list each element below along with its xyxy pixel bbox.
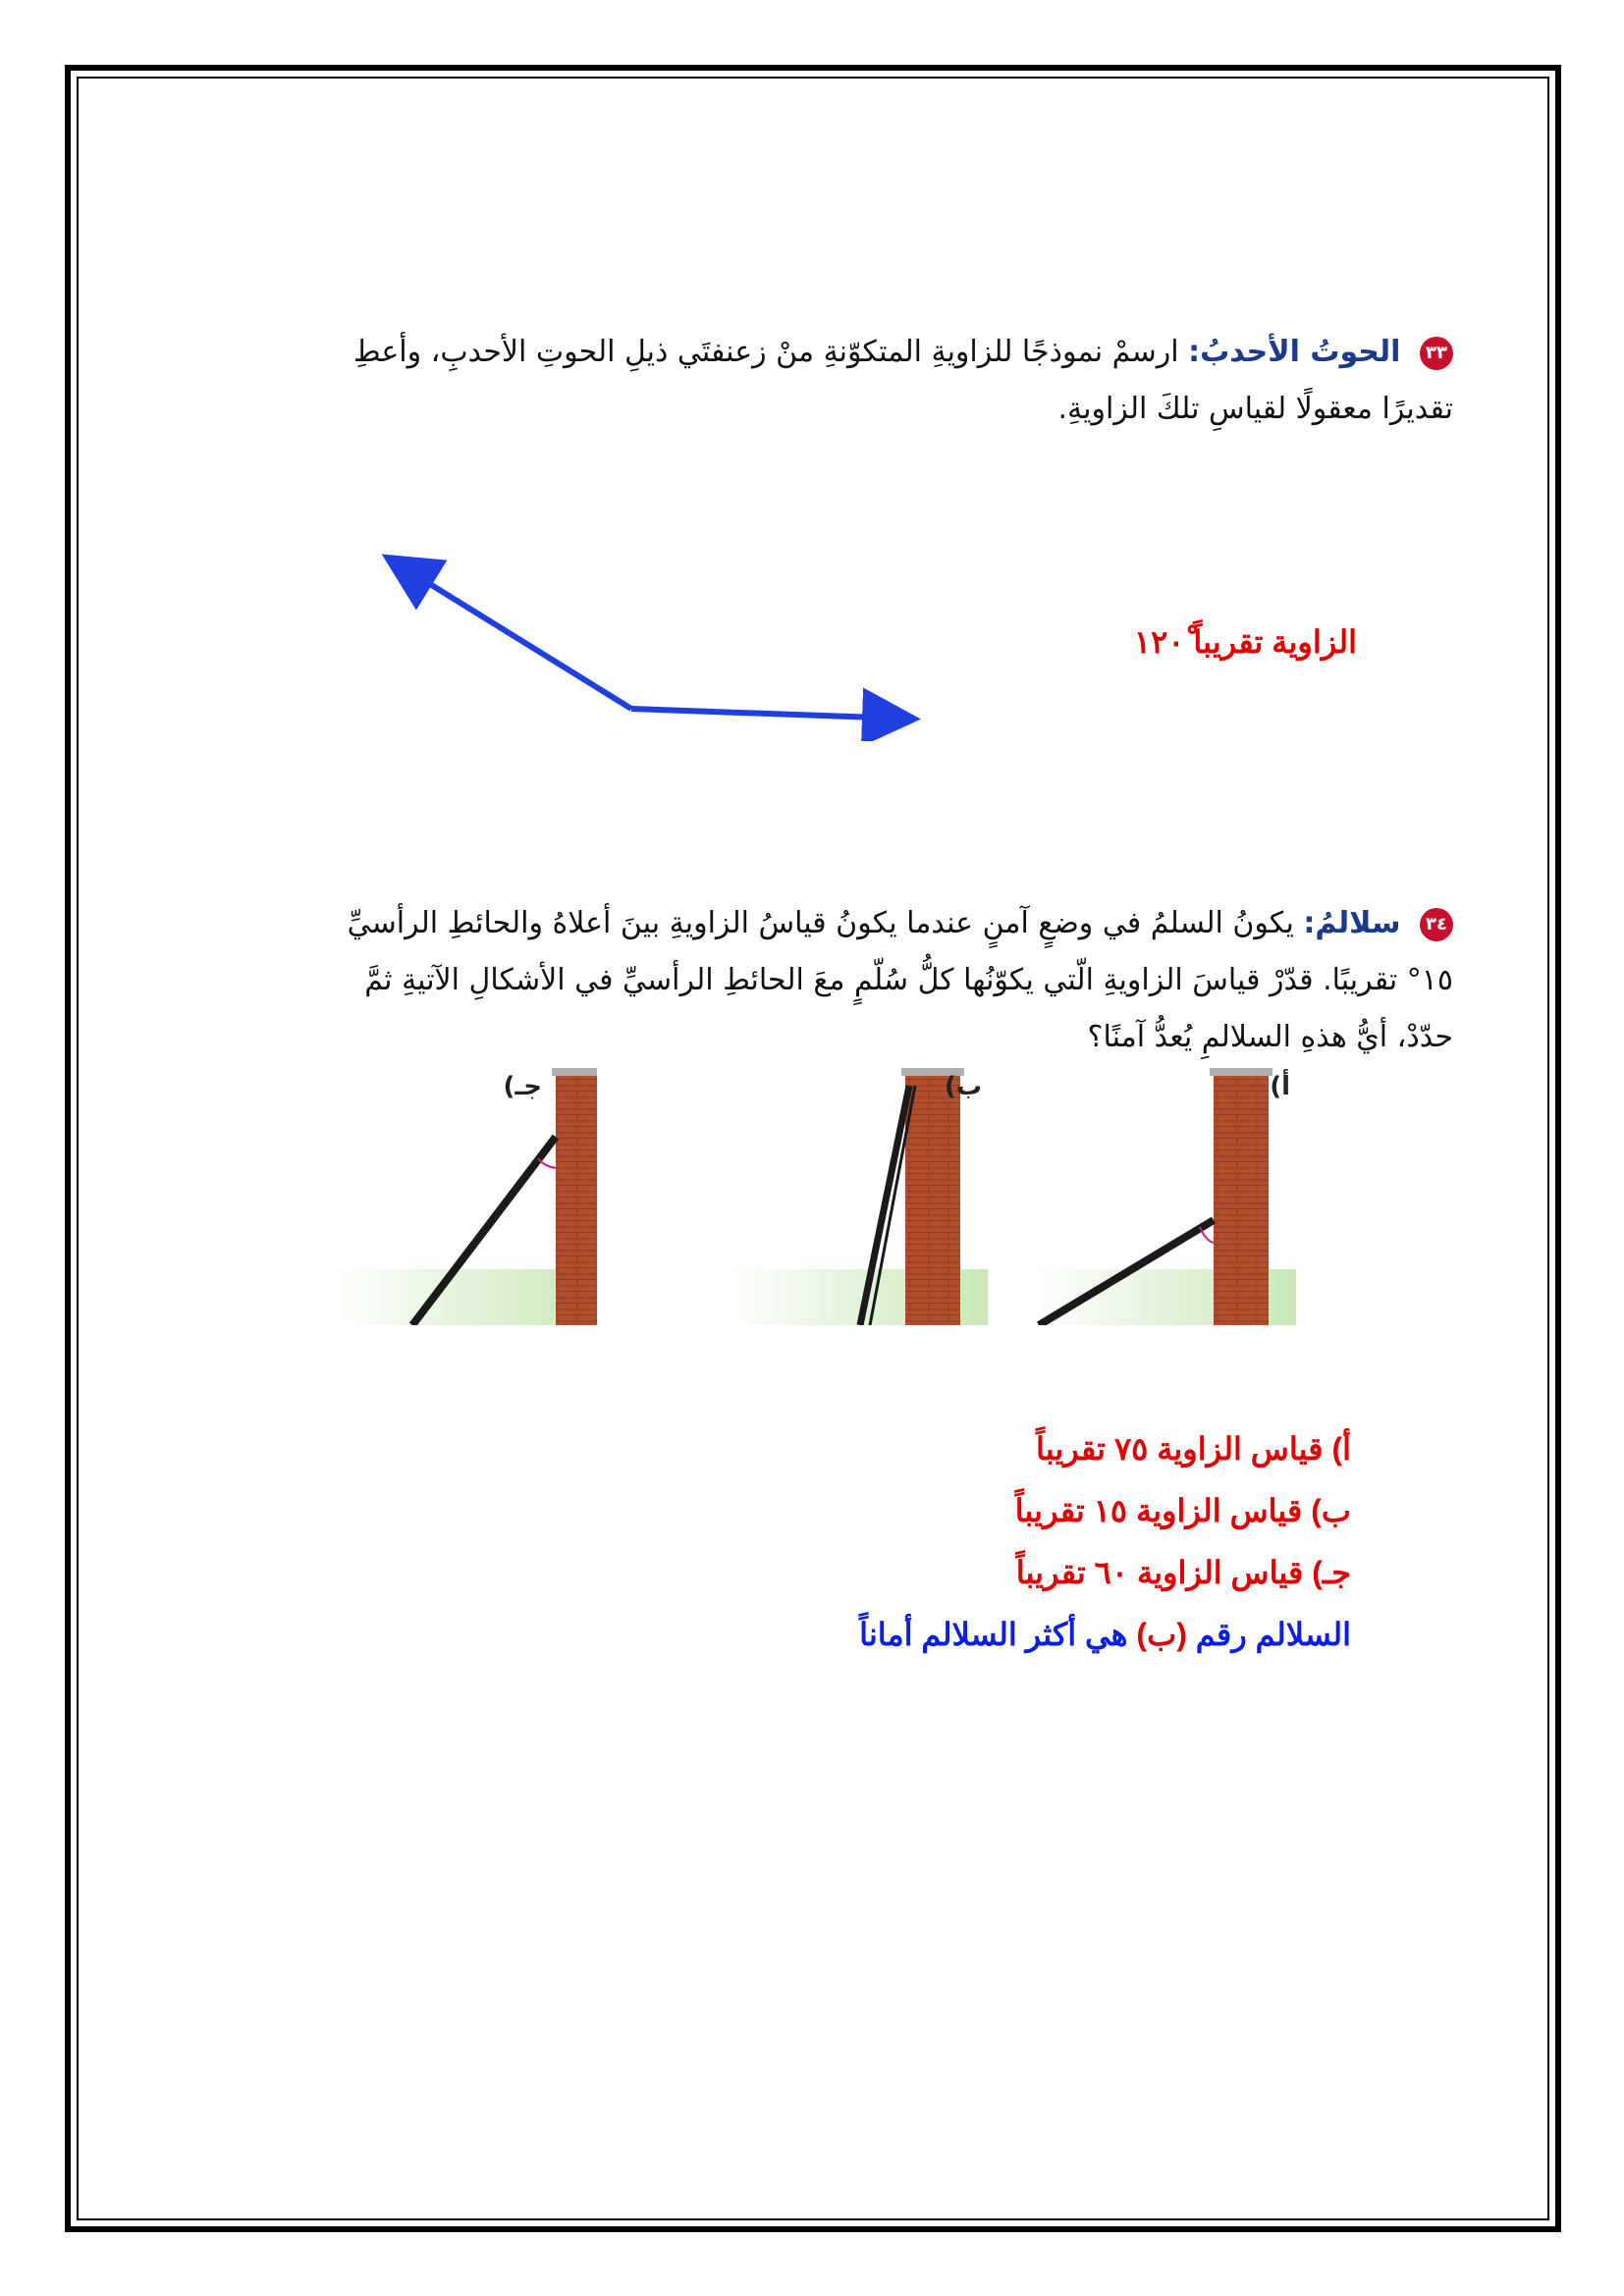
ladder-figure-a — [1031, 1068, 1296, 1325]
figure-label-b: ب) — [944, 1072, 982, 1101]
answers-block — [859, 1418, 1351, 1666]
angle-ray-left — [397, 563, 631, 709]
question-33 — [324, 324, 1453, 438]
angle-ray-right — [631, 709, 903, 719]
figure-label-c: جـ) — [503, 1072, 542, 1101]
question-text: يكونُ السلمُ في وضعٍ آمنٍ عندما يكونُ قياسُ الزاويةِ بينَ أعلاهُ والحائطِ الرأسيِّ ١٥° تقريبًا. قدّرْ قياسَ الزاويةِ الّتي يكوّنُها كلُّ سُلّمٍ معَ الحائطِ الرأسيِّ في الأشكالِ الآتيةِ ثمَّ حدّدْ، أيُّ هذهِ السلالمِ يُعدُّ آمنًا؟ — [347, 906, 1453, 1054]
answer-a: أ) قياس الزاوية ٧٥ تقريباً — [1035, 1431, 1351, 1467]
conclusion-text-start: السلالم رقم — [1195, 1617, 1351, 1652]
question-title: الحوتُ الأحدبُ: — [1188, 335, 1401, 369]
conclusion-text-end: هي أكثر السلالم أماناً — [859, 1617, 1128, 1652]
angle-estimate-answer: الزاوية تقريباً ١٢٠ْ — [1133, 624, 1357, 660]
ladder-figure-b — [723, 1068, 988, 1325]
question-34 — [324, 895, 1453, 1066]
ladder-figure-c — [332, 1068, 597, 1325]
question-number-badge: ٣٤ — [1420, 908, 1453, 941]
figure-label-a: أ) — [1270, 1072, 1290, 1101]
question-number-badge: ٣٣ — [1420, 337, 1453, 370]
question-text: ارسمْ نموذجًا للزاويةِ المتكوّنةِ منْ زعنفتَي ذيلِ الحوتِ الأحدبِ، وأعطِ تقديرًا معقولًا لقياسِ تلكَ الزاويةِ. — [352, 335, 1453, 426]
conclusion-choice: (ب) — [1136, 1617, 1187, 1652]
question-title: سلالمُ: — [1303, 906, 1401, 940]
answer-conclusion — [859, 1604, 1351, 1666]
angle-drawing — [373, 535, 923, 741]
answer-c: جـ) قياس الزاوية ٦٠ تقريباً — [1015, 1555, 1351, 1590]
answer-b: ب) قياس الزاوية ١٥ تقريباً — [1014, 1493, 1351, 1528]
